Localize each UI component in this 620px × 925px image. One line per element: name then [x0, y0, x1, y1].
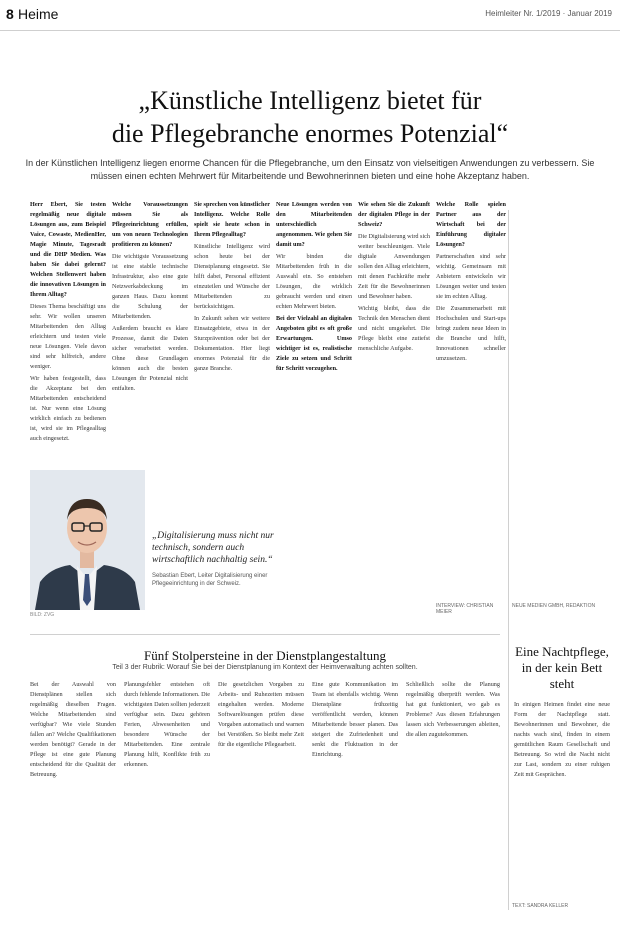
paragraph: Die Digitalisierung wird sich weiter beschleunigen. Viele digitale Anwendungen sollen den Alltag erleichtern, mit denen Fachkräfte mehr Zeit für die Bewohnerinnen und Bewohner haben.	[358, 233, 430, 300]
article-column-5	[358, 200, 430, 620]
sidebar-headline: Eine Nachtpflege, in der kein Bett steht	[515, 644, 609, 691]
section2-subheadline: Teil 3 der Rubrik: Worauf Sie bei der Dienstplanung im Kontext der Heimverwaltung achten sollten.	[112, 664, 418, 671]
paragraph: Partnerschaften sind sehr wichtig. Gemeinsam mit Anbietern entwickeln wir Lösungen weiter und testen sie im echten Alltag.	[436, 253, 506, 300]
interview-author: INTERVIEW: CHRISTIAN MEIER	[436, 603, 494, 615]
portrait-illustration	[30, 470, 145, 610]
question: Welche Voraussetzungen müssen Sie als Pflegeeinrichtung erfüllen, um von neuen Technologien profitieren zu können?	[112, 201, 188, 248]
pull-quote: „Digitalisierung muss nicht nur technisch, sondern auch wirtschaftlich nachhaltig sein.“	[152, 531, 274, 565]
article-column-3	[194, 200, 270, 520]
issue-line: Heimleiter Nr. 1/2019 · Januar 2019	[485, 9, 612, 18]
article-column-6	[436, 200, 506, 600]
paragraph: Wir binden die Mitarbeitenden früh in die Auswahl ein. So entstehen Lösungen, die wirklich gebraucht werden und einen echten Mehrwert bieten.	[276, 253, 352, 310]
section2-column-5: Schließlich sollte die Planung regelmäßig überprüft werden. Was hat gut funktioniert, wo gab es Probleme? Aus diesen Erfahrungen lassen sich Verbesserungen ableiten, die allen zugutekommen.	[406, 681, 500, 738]
paragraph: Wir haben festgestellt, dass die Akzeptanz bei den Mitarbeitenden entscheidend ist. Nur wenn eine Lösung wirklich einfach zu bedienen ist, wird sie im Pflegealltag auch eingesetzt.	[30, 375, 106, 442]
masthead	[0, 0, 620, 40]
section-divider	[30, 634, 500, 635]
article-column-1	[30, 200, 106, 470]
article-column-2	[112, 200, 188, 470]
page-number: 8	[6, 6, 14, 22]
question: Neue Lösungen werden von den Mitarbeitenden unterschiedlich angenommen. Wie gehen Sie damit um?	[276, 201, 352, 248]
question: Wie sehen Sie die Zukunft der digitalen Pflege in der Schweiz?	[358, 201, 430, 228]
section2-headline: Fünf Stolpersteine in der Dienstplangestaltung	[144, 648, 386, 663]
article-headline	[30, 84, 590, 150]
sidebar-text: In einigen Heimen findet eine neue Form der Nachtpflege statt. Bewohnerinnen und Bewohner, die nachts wach sind, finden in einem gemütlichen Raum Gesellschaft und Betreuung. So wird die Nacht nicht zur Last, sondern zu einer ruhigen Zeit mit Gesprächen.	[514, 701, 610, 778]
question: Sie sprechen von künstlicher Intelligenz. Welche Rolle spielt sie heute schon in Ihrem Pflegealltag?	[194, 201, 270, 238]
paragraph: Künstliche Intelligenz wird schon heute bei der Dienstplanung eingesetzt. Sie hilft dabei, Personal effizient einzuteilen und Wünsche der Mitarbeitenden zu berücksichtigen.	[194, 243, 270, 310]
sidebar-divider	[508, 210, 509, 910]
photo-caption: Sebastian Ebert, Leiter Digitalisierung einer Pflegeeinrichtung in der Schweiz.	[152, 573, 268, 587]
question: Bei der Vielzahl an digitalen Angeboten gibt es oft große Erwartungen. Umso wichtiger ist es, realistische Ziele zu setzen und Schritt für Schritt vorzugehen.	[276, 315, 352, 372]
portrait-photo	[30, 470, 145, 610]
photo-credit: BILD: ZVG	[30, 612, 55, 618]
headline-line-2: die Pflegebranche enormes Potenzial“	[111, 119, 509, 148]
paragraph: Die wichtigste Voraussetzung ist eine stabile technische Infrastruktur, also eine gute Netzwerkabdeckung im ganzen Haus. Dazu kommt die Schulung der Mitarbeitenden.	[112, 253, 188, 320]
section2-column-2: Planungsfehler entstehen oft durch fehlende Informationen. Die wichtigsten Daten sollten jederzeit verfügbar sein. Dazu gehören Ferien, Abwesenheiten und besondere Wünsche der Mitarbeitenden. Eine zentrale Planung hilft, Konflikte früh zu erkennen.	[124, 681, 210, 768]
section2-column-4: Eine gute Kommunikation im Team ist ebenfalls wichtig. Wenn Dienstpläne frühzeitig veröffentlicht werden, können Mitarbeitende besser planen. Das steigert die Zufriedenheit und senkt die Fluktuation in der Einrichtung.	[312, 681, 398, 758]
question: Herr Ebert, Sie testen regelmäßig neue digitale Lösungen aus, zum Beispiel Vaice, Cowaste, MedienHer, Magie Minute, Tagesradt und die DHP Medien. Was haben Sie dabei gelernt? Welchen Stellenwert haben die innovativen Lösungen in Ihrem Alltag?	[30, 201, 106, 298]
masthead-rule	[0, 30, 620, 31]
paragraph: Dieses Thema beschäftigt uns sehr. Wir wollen unseren Mitarbeitenden den Alltag erleichtern und testen viele neue Lösungen. Viele davon sind sehr hilfreich, andere weniger.	[30, 303, 106, 370]
section-label: Heime	[18, 6, 59, 22]
sidebar-author-top: NEUE MEDIEN GMBH, REDAKTION	[512, 603, 596, 609]
section2-column-1: Bei der Auswahl von Dienstplänen stellen sich regelmäßig dieselben Fragen. Welche Mitarbeitenden sind verfügbar? Wie viele Stunden fallen an? Welche Qualifikationen werden benötigt? Gerade in der Pflege ist eine gute Planung entscheidend für die Qualität der Betreuung.	[30, 681, 116, 778]
question: Welche Rolle spielen Partner aus der Wirtschaft bei der Einführung digitaler Lösungen?	[436, 201, 506, 248]
headline-line-1: „Künstliche Intelligenz bietet für	[138, 86, 482, 115]
section2-column-3: Die gesetzlichen Vorgaben zu Arbeits- und Ruhezeiten müssen eingehalten werden. Moderne Softwarelösungen prüfen diese Vorgaben automatisch und warnen bei Verstößen. So bleibt mehr Zeit für die eigentliche Pflegearbeit.	[218, 681, 304, 748]
paragraph: Außerdem braucht es klare Prozesse, damit die Daten sicher verarbeitet werden. Ohne diese Grundlagen können auch die besten Lösungen ihr Potenzial nicht entfalten.	[112, 325, 188, 392]
paragraph: Wichtig bleibt, dass die Technik den Menschen dient und nicht umgekehrt. Die Pflege bleibt eine zutiefst menschliche Aufgabe.	[358, 305, 430, 352]
article-subheadline: In der Künstlichen Intelligenz liegen enorme Chancen für die Pflegebranche, um den Einsatz von vielseitigen Anwendungen zu verbessern. Sie müssen einen echten Mehrwert für Mitarbeitende und Bewohnerinnen bieten und eine hohe Akzeptanz haben.	[25, 158, 595, 181]
paragraph: In Zukunft sehen wir weitere Einsatzgebiete, etwa in der Sturzprävention oder bei der Dokumentation. Hier liegt enormes Potenzial für die ganze Branche.	[194, 315, 270, 372]
paragraph: Die Zusammenarbeit mit Hochschulen und Start-ups bringt zudem neue Ideen in die Branche und hilft, Innovationen schneller umzusetzen.	[436, 305, 506, 362]
sidebar-author-bottom: TEXT: SANDRA KELLER	[512, 903, 569, 909]
